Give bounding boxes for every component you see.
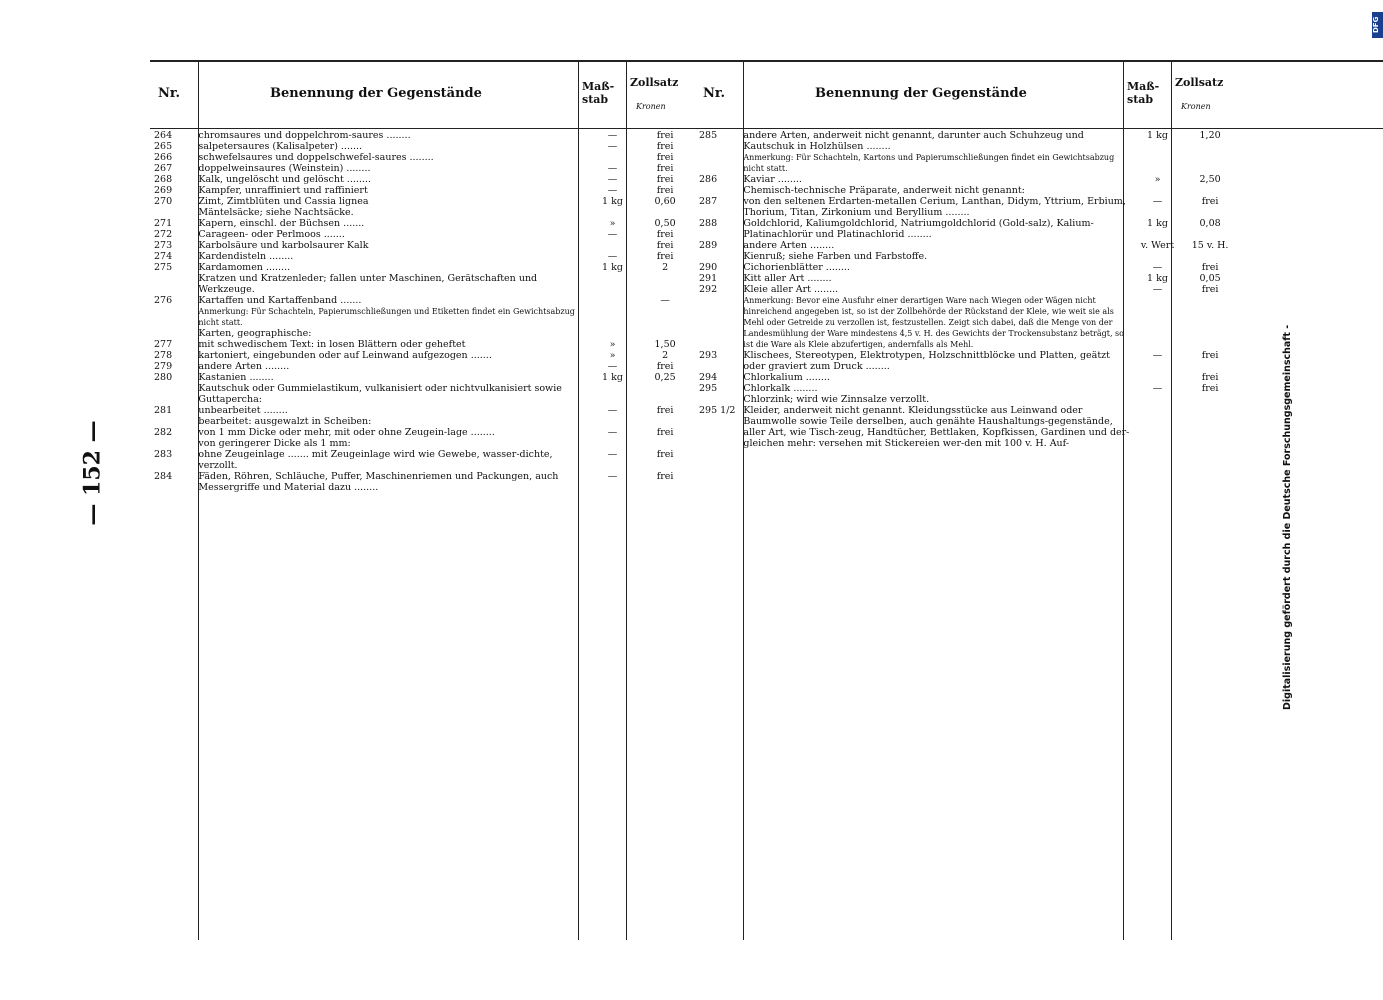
left_rows-row-nr: 268 bbox=[154, 174, 173, 185]
right_rows-row bbox=[697, 240, 1237, 251]
right_rows-row-massstab bbox=[1132, 185, 1183, 196]
left_rows-row-nr: 277 bbox=[154, 339, 173, 350]
left_rows-row-nr: 282 bbox=[154, 427, 173, 438]
right_rows-row-zollsatz: 0,05 bbox=[1199, 273, 1221, 284]
right_rows-row bbox=[697, 152, 1237, 174]
left_rows-row-name: Kapern, einschl. der Büchsen ....... bbox=[198, 218, 365, 229]
left_rows-row bbox=[152, 174, 692, 185]
right_rows-row-zollsatz bbox=[1183, 295, 1237, 350]
right_rows-row-massstab: v. Wert bbox=[1140, 240, 1175, 251]
left_rows-row-name: Kautschuk oder Gummielastikum, vulkanisiert oder nichtvulkanisiert sowie Guttapercha: bbox=[198, 383, 562, 405]
right_rows-row-name: Kaviar ........ bbox=[743, 174, 802, 185]
left_rows-row bbox=[152, 240, 692, 251]
left_rows-row-name: schwefelsaures und doppelschwefel-saures ........ bbox=[198, 152, 434, 163]
left_rows-row-nr: 284 bbox=[154, 471, 173, 482]
left_rows-row bbox=[152, 438, 692, 449]
left_rows-row-name: Kampfer, unraffiniert und raffiniert bbox=[198, 185, 368, 196]
right_rows-row-massstab: — bbox=[1152, 350, 1163, 361]
right_rows-row-massstab bbox=[1132, 295, 1183, 350]
left_rows-row bbox=[152, 273, 692, 295]
right_rows-row-massstab: » bbox=[1154, 174, 1161, 185]
right_rows-row-zollsatz: frei bbox=[1201, 284, 1219, 295]
left_rows-row-massstab bbox=[587, 438, 638, 449]
left_rows-row-name: salpetersaures (Kalisalpeter) ....... bbox=[198, 141, 363, 152]
left_rows-row-massstab: — bbox=[607, 405, 618, 416]
right_rows-row-name: Cichorienblätter ........ bbox=[743, 262, 850, 273]
left_rows-row-name: von 1 mm Dicke oder mehr, mit oder ohne Zeugein-lage ........ bbox=[198, 427, 495, 438]
left_rows-row-massstab bbox=[587, 240, 638, 251]
left_rows-row-massstab: — bbox=[607, 174, 618, 185]
right_rows-row-name: von den seltenen Erdarten-metallen Cerium, Lanthan, Didym, Yttrium, Erbium, Thorium, Titan, Zirkonium und Beryllium ........ bbox=[743, 196, 1126, 218]
right_rows-row-massstab: — bbox=[1152, 284, 1163, 295]
right_rows-row-name: Kitt aller Art ........ bbox=[743, 273, 832, 284]
left_rows-row-name: Karbolsäure und karbolsaurer Kalk bbox=[198, 240, 369, 251]
right_rows-row bbox=[697, 284, 1237, 295]
left_rows-row bbox=[152, 295, 692, 306]
left_rows-row-massstab: — bbox=[607, 185, 618, 196]
right_rows-row bbox=[697, 251, 1237, 262]
left_rows-row-zollsatz bbox=[638, 328, 692, 339]
page-number: — 152 — bbox=[79, 420, 106, 526]
left_rows-row-zollsatz: frei bbox=[656, 130, 674, 141]
left_rows-row-nr: 280 bbox=[154, 372, 173, 383]
right_rows-row-name: Goldchlorid, Kaliumgoldchlorid, Natriumgoldchlorid (Gold-salz), Kalium-Platinachlorür und Platinachlorid ........ bbox=[743, 218, 1094, 240]
left_rows-row-nr: 266 bbox=[154, 152, 173, 163]
right_rows-row-name: Chemisch-technische Präparate, anderweit nicht genannt: bbox=[743, 185, 1025, 196]
left_rows-header-kronen: Kronen bbox=[636, 102, 666, 111]
left_rows-row-name: Kratzen und Kratzenleder; fallen unter Maschinen, Gerätschaften und Werkzeuge. bbox=[198, 273, 538, 295]
left_rows-row-name: unbearbeitet ........ bbox=[198, 405, 288, 416]
right_rows-row-nr: 285 bbox=[699, 130, 718, 141]
right_rows-row-nr: 295 1/2 bbox=[699, 405, 736, 416]
right_rows-row-zollsatz: 1,20 bbox=[1199, 130, 1221, 141]
right_rows-row-nr: 295 bbox=[699, 383, 718, 394]
left_rows-row-zollsatz bbox=[638, 207, 692, 218]
left_rows-row-name: Kartaffen und Kartaffenband ....... bbox=[198, 295, 362, 306]
right_rows-row-name: Chlorkalium ........ bbox=[743, 372, 830, 383]
left_rows-row-massstab bbox=[587, 207, 638, 218]
right_rows-row bbox=[697, 174, 1237, 185]
left_rows-row-nr: 278 bbox=[154, 350, 173, 361]
right_rows-row bbox=[697, 350, 1237, 372]
left_rows-row-nr: 275 bbox=[154, 262, 173, 273]
right_rows-row-zollsatz: frei bbox=[1201, 350, 1219, 361]
left_rows-row bbox=[152, 339, 692, 350]
right_rows-row-zollsatz: frei bbox=[1201, 262, 1219, 273]
left_rows-row bbox=[152, 251, 692, 262]
left_rows-row-massstab bbox=[587, 383, 638, 405]
left_rows-row-zollsatz: frei bbox=[656, 163, 674, 174]
left_rows-row-name: bearbeitet: ausgewalzt in Scheiben: bbox=[198, 416, 372, 427]
right_rows-row-zollsatz bbox=[1183, 152, 1237, 174]
left_rows-row-massstab: — bbox=[607, 229, 618, 240]
left_rows-row-massstab: 1 kg bbox=[602, 196, 623, 207]
left_rows-row bbox=[152, 405, 692, 416]
right_rows-row-nr: 291 bbox=[699, 273, 718, 284]
left_rows-row bbox=[152, 207, 692, 218]
left_rows-row bbox=[152, 372, 692, 383]
left_rows-row bbox=[152, 361, 692, 372]
right_rows-row-zollsatz: frei bbox=[1201, 383, 1219, 394]
right_rows-row-nr bbox=[697, 394, 741, 405]
left_rows-row-nr: 267 bbox=[154, 163, 173, 174]
right_rows-row-name: andere Arten ........ bbox=[743, 240, 835, 251]
left_rows-row-massstab bbox=[587, 152, 638, 163]
right_rows-row-zollsatz: frei bbox=[1201, 196, 1219, 207]
left_rows-row-zollsatz: 2 bbox=[662, 262, 669, 273]
right_rows-row bbox=[697, 372, 1237, 383]
right_rows-row bbox=[697, 196, 1237, 218]
left_rows-row-zollsatz: frei bbox=[656, 251, 674, 262]
left_rows-row-massstab bbox=[587, 273, 638, 295]
digitization-credit: Digitalisierung gefördert durch die Deutsche Forschungsgemeinschaft - bbox=[1282, 324, 1293, 710]
left_rows-row-nr bbox=[152, 306, 196, 328]
right_rows-row-name: Anmerkung: Bevor eine Ausfuhr einer derartigen Ware nach Wiegen oder Wägen nicht hinreichend angegeben ist, so ist der Zollbehörde der Rückstand der Kleie, wie weit sie als Mehl oder Getreide zu verzollen ist, festzustellen. Zeigt sich dabei, daß die Menge von der Landesmühlung der Ware mindestens 4,5 v. H. des Gewichts der Trockensubstanz beträgt, so ist die Ware als Kleie abzufertigen, andernfalls als Mehl. bbox=[743, 296, 1124, 349]
left_rows-row-zollsatz: frei bbox=[656, 185, 674, 196]
right_rows-row-nr bbox=[697, 185, 741, 196]
right_rows-row-zollsatz: 15 v. H. bbox=[1191, 240, 1229, 251]
left_rows-row-name: kartoniert, eingebunden oder auf Leinwand aufgezogen ....... bbox=[198, 350, 492, 361]
left_rows-header-zollsatz: Zollsatz bbox=[630, 76, 679, 89]
right_rows-row-name: Chlorkalk ........ bbox=[743, 383, 818, 394]
left_rows-row-zollsatz bbox=[638, 416, 692, 427]
right_rows-row-nr: 292 bbox=[699, 284, 718, 295]
right_rows-header-name: Benennung der Gegenstände bbox=[815, 86, 1027, 101]
right_rows-row-massstab bbox=[1132, 251, 1183, 262]
left_rows-row-zollsatz: — bbox=[660, 295, 670, 306]
right_rows-row-zollsatz: 2,50 bbox=[1199, 174, 1221, 185]
right_rows-row bbox=[697, 295, 1237, 350]
left_rows-row-nr: 265 bbox=[154, 141, 173, 152]
left_rows-row-massstab: — bbox=[607, 427, 618, 438]
left_rows-row-zollsatz bbox=[638, 438, 692, 449]
left_rows-row-zollsatz: frei bbox=[656, 405, 674, 416]
left_rows-header-nr: Nr. bbox=[158, 86, 181, 101]
right_rows-header-kronen: Kronen bbox=[1181, 102, 1211, 111]
right_rows-row-zollsatz: 0,08 bbox=[1199, 218, 1221, 229]
left_rows-row-nr: 276 bbox=[154, 295, 173, 306]
right_rows-row-zollsatz: frei bbox=[1201, 372, 1219, 383]
left_rows-row-massstab: — bbox=[607, 251, 618, 262]
right_rows-row-zollsatz bbox=[1183, 251, 1237, 262]
right_rows-row bbox=[697, 262, 1237, 273]
left_rows-row-name: Mäntelsäcke; siehe Nachtsäcke. bbox=[198, 207, 354, 218]
left_rows-row-name: andere Arten ........ bbox=[198, 361, 290, 372]
left_rows-row-nr: 281 bbox=[154, 405, 173, 416]
left_rows-header-massstab: Maß-stab bbox=[582, 80, 615, 106]
right_rows-row-nr: 294 bbox=[699, 372, 718, 383]
left_rows-row-nr bbox=[152, 207, 196, 218]
left_rows-row bbox=[152, 416, 692, 427]
left_rows-row-zollsatz: 0,25 bbox=[654, 372, 676, 383]
left_rows-row-massstab: » bbox=[609, 339, 616, 350]
right_rows-row bbox=[697, 383, 1237, 394]
left_rows-row-name: Zimt, Zimtblüten und Cassia lignea bbox=[198, 196, 369, 207]
left_rows-row-zollsatz: 0,60 bbox=[654, 196, 676, 207]
right_rows-row-name: andere Arten, anderweit nicht genannt, darunter auch Schuhzeug und Kautschuk in Holzhülsen ........ bbox=[743, 130, 1084, 152]
left_rows-row-nr bbox=[152, 273, 196, 295]
left_rows-row-zollsatz: frei bbox=[656, 174, 674, 185]
left_rows-row-name: Fäden, Röhren, Schläuche, Puffer, Maschinenriemen und Packungen, auch Messergriffe und Material dazu ........ bbox=[198, 471, 559, 493]
left_rows-row-nr bbox=[152, 438, 196, 449]
left_rows-row-massstab: — bbox=[607, 449, 618, 460]
left_rows-row-nr: 270 bbox=[154, 196, 173, 207]
right_rows-row-massstab: 1 kg bbox=[1147, 218, 1168, 229]
left_rows-row-zollsatz: 0,50 bbox=[654, 218, 676, 229]
left_rows-row bbox=[152, 141, 692, 152]
left_rows-row-name: Carageen- oder Perlmoos ....... bbox=[198, 229, 345, 240]
left_rows-row-nr: 264 bbox=[154, 130, 173, 141]
left_rows-row-name: Kalk, ungelöscht und gelöscht ........ bbox=[198, 174, 371, 185]
right_rows-row-nr: 287 bbox=[699, 196, 718, 207]
left_rows-row-zollsatz: frei bbox=[656, 141, 674, 152]
right_rows-row-nr: 290 bbox=[699, 262, 718, 273]
right_rows-row-massstab bbox=[1132, 394, 1183, 405]
left_rows-row-massstab bbox=[587, 416, 638, 427]
right_rows-row-nr bbox=[697, 152, 741, 174]
right_rows-row-massstab: — bbox=[1152, 383, 1163, 394]
left_rows-section bbox=[150, 60, 690, 960]
left_rows-row-name: Anmerkung: Für Schachteln, Papierumschließungen und Etiketten findet ein Gewichtsabzug nicht statt. bbox=[198, 307, 575, 327]
left_rows-row-massstab: » bbox=[609, 218, 616, 229]
right_rows-row-nr: 288 bbox=[699, 218, 718, 229]
right_rows-row-nr: 286 bbox=[699, 174, 718, 185]
right_rows-row bbox=[697, 273, 1237, 284]
left_rows-row bbox=[152, 229, 692, 240]
left_rows-row-zollsatz: frei bbox=[656, 427, 674, 438]
left_rows-row-massstab bbox=[587, 328, 638, 339]
left_rows-row-zollsatz: frei bbox=[656, 229, 674, 240]
left_rows-row-nr: 279 bbox=[154, 361, 173, 372]
left_rows-row-zollsatz bbox=[638, 383, 692, 405]
dfg-logo: DFG bbox=[1372, 12, 1383, 38]
left_rows-row-massstab: — bbox=[607, 141, 618, 152]
right_rows-row bbox=[697, 185, 1237, 196]
left_rows-row-name: Kardamomen ........ bbox=[198, 262, 291, 273]
right_rows-header-row bbox=[695, 60, 1383, 129]
left_rows-row-nr: 271 bbox=[154, 218, 173, 229]
left_rows-row-massstab: — bbox=[607, 361, 618, 372]
left_rows-row-name: doppelweinsaures (Weinstein) ........ bbox=[198, 163, 371, 174]
left_rows-row-zollsatz: frei bbox=[656, 152, 674, 163]
left_rows-row bbox=[152, 328, 692, 339]
right_rows-row-massstab: — bbox=[1152, 196, 1163, 207]
left_rows-row-nr: 274 bbox=[154, 251, 173, 262]
left_rows-row bbox=[152, 218, 692, 229]
right_rows-row-nr: 289 bbox=[699, 240, 718, 251]
left_rows-row bbox=[152, 383, 692, 405]
left_rows-row bbox=[152, 427, 692, 438]
left_rows-row-zollsatz bbox=[638, 306, 692, 328]
left_rows-row-massstab: — bbox=[607, 163, 618, 174]
right_rows-row-massstab: — bbox=[1152, 262, 1163, 273]
left_rows-row-massstab: » bbox=[609, 350, 616, 361]
left_rows-row bbox=[152, 196, 692, 207]
left_rows-row bbox=[152, 350, 692, 361]
right_rows-row-nr bbox=[697, 251, 741, 262]
left_rows-row-zollsatz: frei bbox=[656, 471, 674, 482]
right_rows-row bbox=[697, 130, 1237, 152]
right_rows-row-massstab bbox=[1132, 405, 1183, 449]
right_rows-row-massstab: 1 kg bbox=[1147, 130, 1168, 141]
right_rows-row-zollsatz bbox=[1183, 185, 1237, 196]
left_rows-row-massstab: 1 kg bbox=[602, 372, 623, 383]
left_rows-row-zollsatz: 1,50 bbox=[654, 339, 676, 350]
right_rows-row bbox=[697, 405, 1237, 449]
rotated-tariff-page bbox=[150, 60, 1230, 960]
left_rows-row bbox=[152, 130, 692, 141]
left_rows-row bbox=[152, 306, 692, 328]
left_rows-row-zollsatz: frei bbox=[656, 361, 674, 372]
right_rows-row bbox=[697, 218, 1237, 240]
left_rows-row-name: mit schwedischem Text: in losen Blättern oder geheftet bbox=[198, 339, 466, 350]
left_rows-row-massstab bbox=[587, 295, 638, 306]
left_rows-row-zollsatz: frei bbox=[656, 449, 674, 460]
left_rows-row-zollsatz: 2 bbox=[662, 350, 669, 361]
left_rows-row-name: ohne Zeugeinlage ....... mit Zeugeinlage wird wie Gewebe, wasser-dichte, verzollt. bbox=[198, 449, 553, 471]
left_rows-row-nr bbox=[152, 383, 196, 405]
left_rows-row bbox=[152, 262, 692, 273]
left_rows-row-nr bbox=[152, 328, 196, 339]
right_rows-row-name: Kleider, anderweit nicht genannt. Kleidungsstücke aus Leinwand oder Baumwolle sowie Teile derselben, auch genähte Haushaltungs-gegenstände, aller Art, wie Tisch-zeug, Handtücher, Bettlaken, Kopfkissen, Gardinen und der-gleichen mehr: versehen mit Stickereien wer-den mit 100 v. H. Auf- bbox=[743, 405, 1130, 449]
left_rows-row-name: Karten, geographische: bbox=[198, 328, 312, 339]
left_rows-row-nr: 273 bbox=[154, 240, 173, 251]
left_rows-row-name: chromsaures und doppelchrom-saures ........ bbox=[198, 130, 411, 141]
left_rows-row-zollsatz: frei bbox=[656, 240, 674, 251]
right_rows-row-name: Kleie aller Art ........ bbox=[743, 284, 839, 295]
right_rows-row-name: Klischees, Stereotypen, Elektrotypen, Holzschnittblöcke und Platten, geätzt oder graviert zum Druck ........ bbox=[743, 350, 1110, 372]
right_rows-row-zollsatz bbox=[1183, 394, 1237, 405]
right_rows-section bbox=[695, 60, 1235, 960]
right_rows-row bbox=[697, 394, 1237, 405]
left_rows-row-massstab: — bbox=[607, 471, 618, 482]
left_rows-row bbox=[152, 163, 692, 174]
right_rows-row-name: Chlorzink; wird wie Zinnsalze verzollt. bbox=[743, 394, 930, 405]
left_rows-row-nr: 272 bbox=[154, 229, 173, 240]
right_rows-row-massstab: 1 kg bbox=[1147, 273, 1168, 284]
left_rows-row-name: Kastanien ........ bbox=[198, 372, 274, 383]
left_rows-row-massstab bbox=[587, 306, 638, 328]
left_rows-row-zollsatz bbox=[638, 273, 692, 295]
left_rows-table bbox=[152, 130, 692, 493]
left_rows-row bbox=[152, 152, 692, 163]
left_rows-row-name: Kardendisteln ........ bbox=[198, 251, 294, 262]
left_rows-row-massstab: — bbox=[607, 130, 618, 141]
left_rows-row bbox=[152, 449, 692, 471]
right_rows-row-name: Anmerkung: Für Schachteln, Kartons und Papierumschließungen findet ein Gewichtsabzug nicht statt. bbox=[743, 153, 1115, 173]
right_rows-header-zollsatz: Zollsatz bbox=[1175, 76, 1224, 89]
left_rows-row-massstab: 1 kg bbox=[602, 262, 623, 273]
left_rows-row bbox=[152, 185, 692, 196]
right_rows-row-zollsatz bbox=[1183, 405, 1237, 449]
left_rows-row-nr: 283 bbox=[154, 449, 173, 460]
right_rows-header-massstab: Maß-stab bbox=[1127, 80, 1160, 106]
left_rows-row bbox=[152, 471, 692, 493]
right_rows-row-name: Kienruß; siehe Farben und Farbstoffe. bbox=[743, 251, 928, 262]
right_rows-row-massstab bbox=[1132, 372, 1183, 383]
left_rows-row-nr bbox=[152, 416, 196, 427]
left_rows-header-name: Benennung der Gegenstände bbox=[270, 86, 482, 101]
left_rows-row-nr: 269 bbox=[154, 185, 173, 196]
right_rows-row-nr: 293 bbox=[699, 350, 718, 361]
right_rows-table bbox=[697, 130, 1237, 449]
right_rows-row-massstab bbox=[1132, 152, 1183, 174]
right_rows-header-nr: Nr. bbox=[703, 86, 726, 101]
left_rows-row-name: von geringerer Dicke als 1 mm: bbox=[198, 438, 351, 449]
right_rows-row-nr bbox=[697, 295, 741, 350]
